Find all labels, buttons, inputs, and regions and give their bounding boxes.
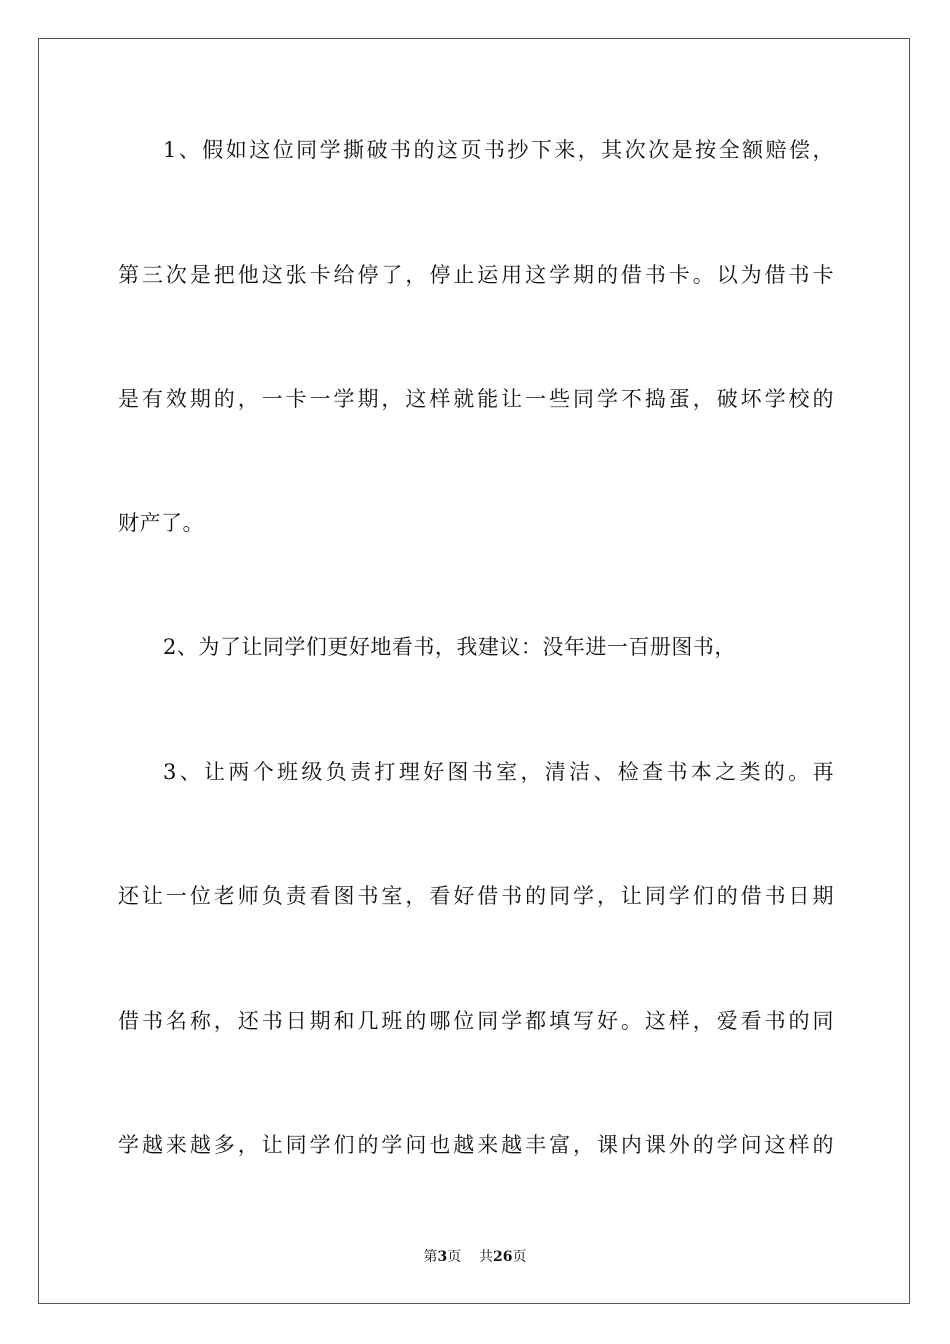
footer-page-number: 3 xyxy=(437,1249,448,1265)
text-line-2: 第三次是把他这张卡给停了，停止运用这学期的借书卡。以为借书卡 xyxy=(118,263,834,287)
footer-total-pages: 26 xyxy=(493,1249,513,1265)
text-line-6: 3、让两个班级负责打理好图书室，清洁、检查书本之类的。再 xyxy=(163,760,834,784)
text-line-7: 还让一位老师负责看图书室，看好借书的同学，让同学们的借书日期 xyxy=(118,884,834,908)
text-line-8: 借书名称，还书日期和几班的哪位同学都填写好。这样，爱看书的同 xyxy=(118,1009,834,1033)
text-line-4: 财产了。 xyxy=(118,511,204,535)
footer-total-suffix: 页 xyxy=(512,1249,527,1265)
footer-page-suffix: 页 xyxy=(447,1249,462,1265)
page-border xyxy=(38,38,910,1304)
text-line-5: 2、为了让同学们更好地看书，我建议：没年进一百册图书， xyxy=(163,635,736,659)
text-line-9: 学越来越多，让同学们的学问也越来越丰富，课内课外的学问这样的 xyxy=(118,1133,834,1157)
text-line-1: 1、假如这位同学撕破书的这页书抄下来，其次次是按全额赔偿， xyxy=(163,138,834,162)
text-line-3: 是有效期的，一卡一学期，这样就能让一些同学不捣蛋，破坏学校的 xyxy=(118,387,834,411)
page-footer xyxy=(0,1248,950,1266)
footer-total-prefix: 共 xyxy=(479,1249,494,1265)
footer-page-prefix: 第 xyxy=(423,1249,438,1265)
